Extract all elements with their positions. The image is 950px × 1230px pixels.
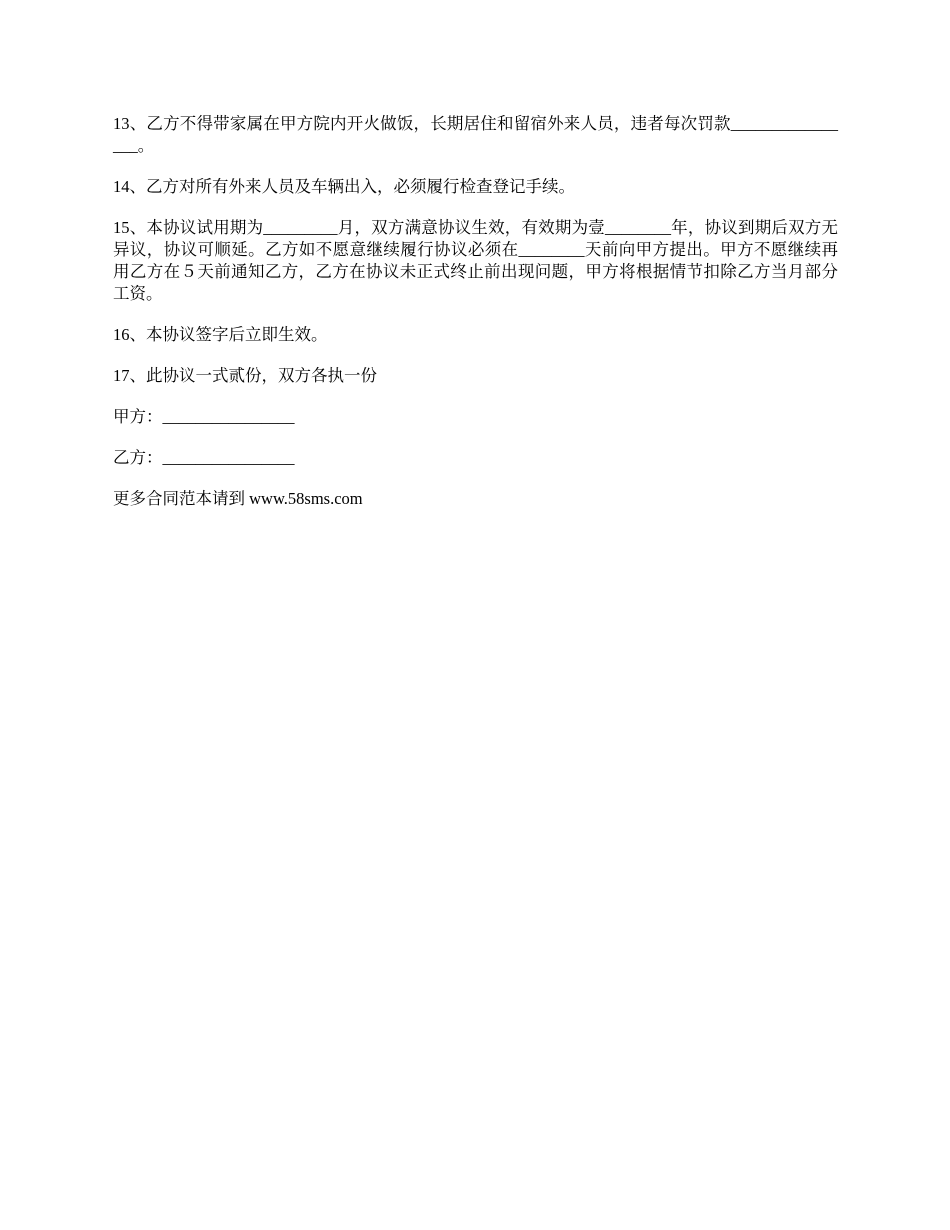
document-body	[113, 113, 838, 529]
clause-15: 15、本协议试用期为_________月，双方满意协议生效，有效期为壹________年，协议到期后双方无异议，协议可顺延。乙方如不愿意继续履行协议必须在________天前向甲方提出。甲方不愿继续再用乙方在５天前通知乙方，乙方在协议未正式终止前出现问题，甲方将根据情节扣除乙方当月部分工资。	[113, 218, 838, 303]
clause-14: 14、乙方对所有外来人员及车辆出入，必须履行检查登记手续。	[113, 177, 575, 196]
clause-17: 17、此协议一式贰份，双方各执一份	[113, 366, 377, 385]
clause-16: 16、本协议签字后立即生效。	[113, 325, 328, 344]
party-b-signature-line: 乙方：________________	[113, 448, 295, 467]
footer-note: 更多合同范本请到 www.58sms.com	[113, 489, 363, 508]
party-a-signature-line: 甲方：________________	[113, 407, 295, 426]
clause-13: 13、乙方不得带家属在甲方院内开火做饭，长期居住和留宿外来人员，违者每次罚款________________。	[113, 114, 838, 155]
